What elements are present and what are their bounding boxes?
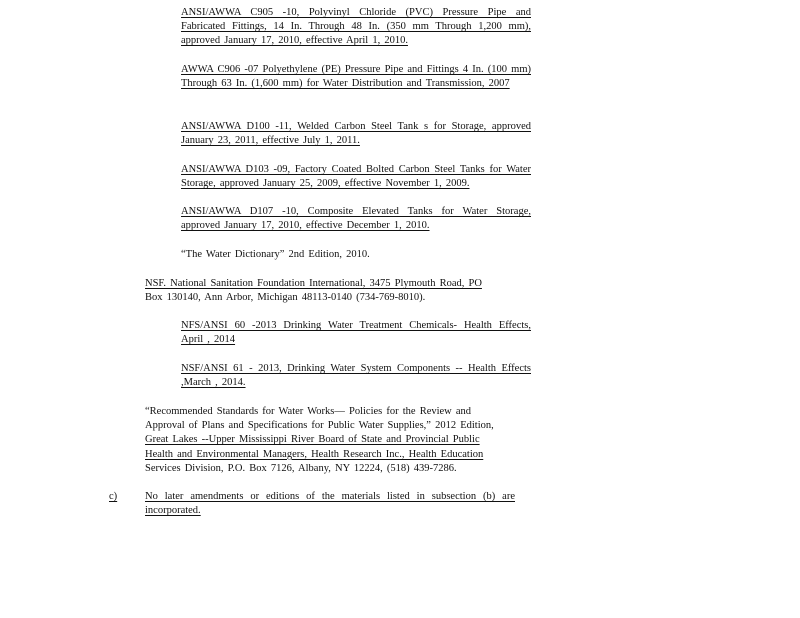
subsection-c-text: No later amendments or editions of the materials listed in subsection (b) are incorporated. [145, 491, 515, 517]
reference-awwa-d107: ANSI/AWWA D107 -10, Composite Elevated Tanks for Water Storage, approved January 17, 2010, effective December 1, 2010. [181, 206, 531, 232]
reference-awwa-d100: ANSI/AWWA D100 -11, Welded Carbon Steel Tank s for Storage, approved January 23, 2011, effective July 1, 2011. [181, 121, 531, 147]
reference-ten-state-standards [145, 405, 525, 476]
ten-states-line: Health and Environmental Managers, Health Research Inc., Health Education [145, 448, 484, 460]
reference-awwa-c905: ANSI/AWWA C905 -10, Polyvinyl Chloride (PVC) Pressure Pipe and Fabricated Fittings, 14 In. Through 48 In. (350 mm Through 1,200 mm), approved January 17, 2010, effective April 1, 2010. [181, 7, 531, 47]
ten-states-line: “Recommended Standards for Water Works— Policies for the Review and [145, 406, 472, 417]
reference-nsf-organization [145, 277, 525, 305]
ten-states-line: Great Lakes --Upper Mississippi River Board of State and Provincial Public [145, 434, 480, 446]
nsf-organization-line: NSF. National Sanitation Foundation International, 3475 Plymouth Road, PO [145, 278, 482, 289]
reference-nsf-61: NSF/ANSI 61 - 2013, Drinking Water System Components -- Health Effects ,March , 2014. [181, 363, 531, 389]
subsection-c-marker: c) [109, 491, 118, 502]
nsf-organization-line: Box 130140, Ann Arbor, Michigan 48113-0140 (734-769-8010). [145, 292, 426, 304]
reference-awwa-c906: AWWA C906 -07 Polyethylene (PE) Pressure Pipe and Fittings 4 In. (100 mm) Through 63 In. (1,600 mm) for Water Distribution and Transmission, 2007 [181, 64, 531, 90]
reference-nsf-60: NFS/ANSI 60 -2013 Drinking Water Treatment Chemicals- Health Effects, April , 2014 [181, 320, 531, 346]
reference-water-dictionary: “The Water Dictionary” 2nd Edition, 2010. [181, 249, 370, 260]
reference-awwa-d103: ANSI/AWWA D103 -09, Factory Coated Bolted Carbon Steel Tanks for Water Storage, approved January 25, 2009, effective November 1, 2009. [181, 164, 531, 190]
ten-states-line: Approval of Plans and Specifications for Public Water Supplies,” 2012 Edition, [145, 420, 494, 432]
ten-states-line: Services Division, P.O. Box 7126, Albany, NY 12224, (518) 439-7286. [145, 462, 457, 474]
